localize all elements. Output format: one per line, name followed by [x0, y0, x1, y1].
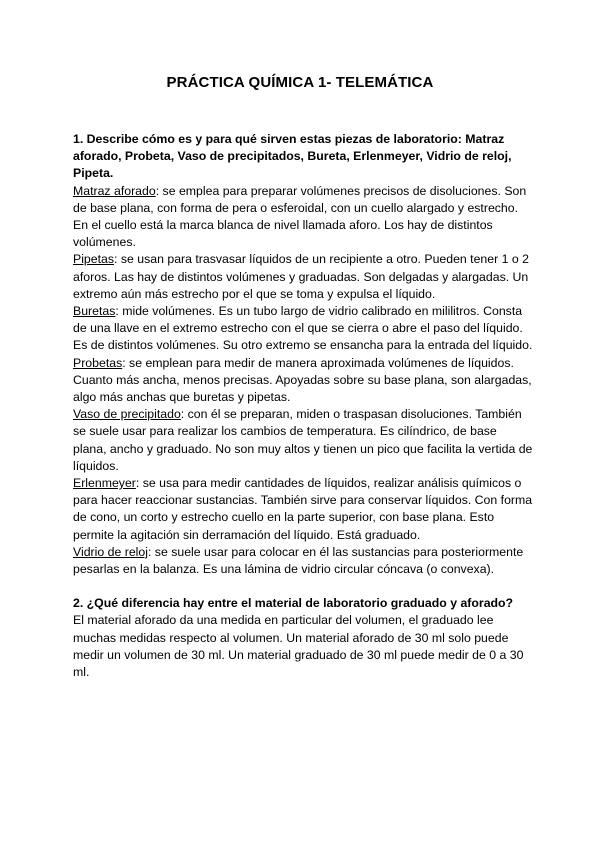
question-1-heading: 1. Describe cómo es y para qué sirven estas piezas de laboratorio: Matraz aforado, Probeta, Vaso de precipitados, Bureta, Erlenmeyer, Vidrio de reloj, Pipeta.: [73, 132, 512, 181]
term-vaso-de-precipitado: Vaso de precipitado: [73, 407, 181, 422]
definition-text: : se suele usar para colocar en él las sustancias para posteriormente pesarlas en la balanza. Es una lámina de vidrio circular cóncava (o convexa).: [73, 544, 524, 577]
term-buretas: Buretas: [73, 304, 116, 319]
definition-text: : se usa para medir cantidades de líquidos, realizar análisis químicos o para hacer reaccionar sustancias. También sirve para conservar líquidos. Con forma de cono, un corto y estrecho cuello en la parte superior, con base plana. Esto permite la agitación sin derramación del líquido. Está graduado.: [73, 476, 533, 542]
definition-vidrio-de-reloj: [73, 544, 533, 578]
definition-probetas: [73, 355, 533, 407]
definition-text: : se usan para trasvasar líquidos de un recipiente a otro. Pueden tener 1 o 2 aforos. Las hay de distintos volúmenes y graduadas. Son delgadas y alargadas. Un extremo aún más estrecho por el que se toma y expulsa el líquido.: [73, 252, 529, 301]
term-pipetas: Pipetas: [73, 252, 115, 267]
definition-erlenmeyer: [73, 475, 533, 544]
term-erlenmeyer: Erlenmeyer: [73, 476, 136, 491]
definition-vaso-de-precipitado: [73, 406, 533, 475]
section-spacer: [73, 578, 533, 595]
question-2-heading: 2. ¿Qué diferencia hay entre el material de laboratorio graduado y aforado?: [73, 596, 514, 611]
term-vidrio-de-reloj: Vidrio de reloj: [73, 544, 148, 559]
document-title: PRÁCTICA QUÍMICA 1- TELEMÁTICA: [166, 74, 434, 91]
document-body: [73, 131, 533, 681]
definition-matraz-aforado: [73, 183, 533, 252]
definition-text: : mide volúmenes. Es un tubo largo de vidrio calibrado en mililitros. Consta de una llave en el extremo estrecho con el que se cierra o abre el paso del líquido. Es de distintos volúmenes. Su otro extremo se ensancha para la entrada del líquido.: [73, 304, 533, 353]
term-matraz-aforado: Matraz aforado: [73, 183, 156, 198]
definition-buretas: [73, 303, 533, 355]
definition-pipetas: [73, 251, 533, 303]
definition-text: : se emplean para medir de manera aproximada volúmenes de líquidos. Cuanto más ancha, menos precisas. Apoyadas sobre su base plana, son alargadas, algo más anchas que buretas y pipetas.: [73, 355, 532, 405]
term-probetas: Probetas: [73, 355, 123, 370]
definition-text: : con él se preparan, miden o traspasan disoluciones. También se suele usar para realizar los cambios de temperatura. Es cilíndrico, de base plana, ancho y graduado. No son muy altos y tienen un pico que facilita la vertida de líquidos.: [73, 407, 533, 473]
question-2-answer: El material aforado da una medida en particular del volumen, el graduado lee muchas medidas respecto al volumen. Un material aforado de 30 ml solo puede medir un volumen de 30 ml. Un material graduado de 30 ml puede medir de 0 a 30 ml.: [73, 613, 524, 680]
definition-text: : se emplea para preparar volúmenes precisos de disoluciones. Son de base plana, con forma de pera o esferoidal, con un cuello alargado y estrecho. En el cuello está la marca blanca de nivel llamada aforo. Los hay de distintos volúmenes.: [73, 183, 527, 250]
